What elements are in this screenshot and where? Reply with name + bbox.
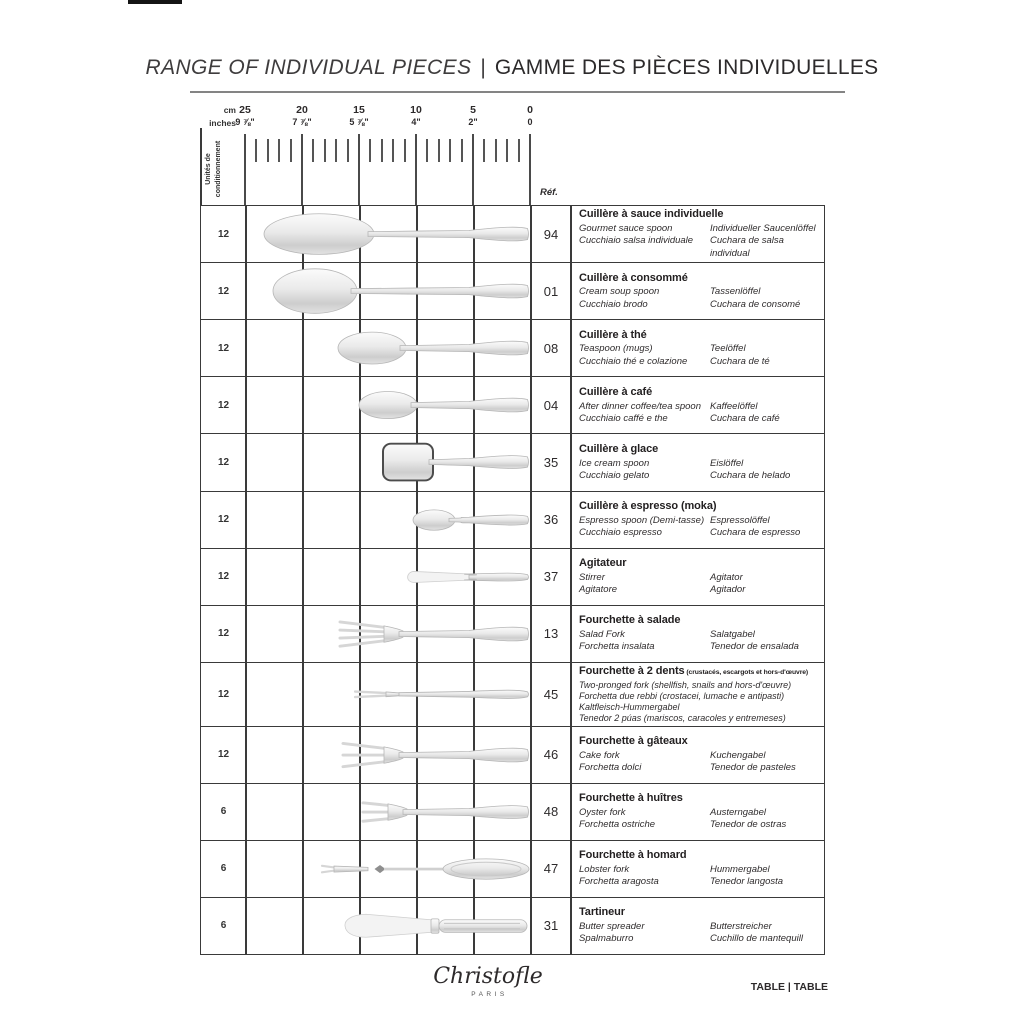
ruler-minor-tick (461, 139, 463, 162)
ruler-cm-tick-label: 25 (239, 104, 251, 116)
ref-cell (531, 434, 571, 490)
units-cell (201, 320, 246, 376)
item-translation-line: Kaltfleisch-Hummergabel (579, 701, 680, 712)
item-translation-line: Spalmaburro (579, 933, 634, 945)
units-value: 6 (220, 806, 227, 818)
units-header-line1: Unités de (205, 153, 212, 185)
ruler-minor-tick (404, 139, 406, 162)
description-cell (571, 841, 824, 897)
page-title-separator: | (480, 56, 486, 79)
footer-section-label: TABLE | TABLE (750, 981, 828, 993)
item-translation-line: Oyster fork (579, 806, 626, 818)
item-translation-line: Cucchiaio thé e colazione (579, 355, 688, 367)
ruler-inch-tick-label: 0 (527, 117, 533, 127)
ref-cell (531, 727, 571, 783)
brand-logo (408, 964, 568, 998)
units-value: 12 (217, 342, 230, 354)
table-row (201, 784, 824, 841)
item-translation-line: Butterstreicher (710, 921, 772, 933)
ruler-major-tick (244, 134, 246, 205)
item-translation-line: Salatgabel (710, 629, 755, 641)
description-cell (571, 492, 824, 548)
item-name-fr-text: Cuillère à thé (579, 328, 647, 341)
ruler-minor-tick (369, 139, 371, 162)
item-translations (579, 515, 820, 539)
pieces-table (200, 205, 825, 955)
ref-value: 04 (543, 397, 559, 413)
item-name-fr (579, 849, 820, 863)
table-row (201, 263, 824, 320)
units-value: 6 (220, 920, 227, 932)
item-translation-line: Gourmet sauce spoon (579, 223, 673, 235)
ruler-inch-tick-label: 2" (468, 117, 478, 127)
item-translation-line: Cucchiaio caffé e the (579, 412, 668, 424)
units-value: 6 (220, 863, 227, 875)
item-translation-line: Cucchiaio espresso (579, 526, 662, 538)
item-name-fr-text: Fourchette à 2 dents (579, 664, 685, 677)
item-name-fr (579, 614, 820, 628)
item-name-fr-text: Agitateur (579, 557, 627, 570)
table-row (201, 492, 824, 549)
item-translation-line: Cuchara de café (710, 412, 780, 424)
units-cell (201, 549, 246, 605)
description-cell (571, 434, 824, 490)
stirrer (246, 549, 531, 605)
units-per-pack-header (204, 131, 244, 207)
item-translations (579, 629, 820, 653)
units-value: 12 (217, 285, 230, 297)
ruler-minor-tick (290, 139, 292, 162)
units-value: 12 (217, 688, 230, 700)
crop-mark (128, 0, 182, 4)
item-translation-line: Cuchara de helado (710, 469, 791, 481)
item-name-fr (579, 208, 820, 222)
ref-value: 08 (543, 340, 559, 356)
item-name-fr (579, 735, 820, 749)
ruler-minor-tick (267, 139, 269, 162)
item-translation-line: Tenedor de pasteles (710, 761, 796, 773)
description-cell (571, 898, 824, 954)
ref-cell (531, 320, 571, 376)
description-cell (571, 549, 824, 605)
description-cell (571, 606, 824, 662)
table-row (201, 320, 824, 377)
table-row (201, 377, 824, 434)
item-name-fr-text: Fourchette à salade (579, 614, 681, 627)
item-translation-line: Espressolöffel (710, 514, 770, 526)
units-cell (201, 784, 246, 840)
item-translation-line: Cuchara de espresso (710, 526, 801, 538)
ref-value: 37 (543, 569, 559, 585)
item-translation-line: Agitator (710, 571, 743, 583)
ruler-major-tick (415, 134, 417, 205)
item-translation-line: Kuchengabel (710, 749, 766, 761)
units-cell (201, 263, 246, 319)
ref-cell (531, 549, 571, 605)
item-translation-line: Forchetta due rebbi (crostacei, lumache e antipasti) (579, 690, 785, 701)
lobster-fork (246, 841, 531, 897)
item-translation-line: Tenedor de ensalada (710, 641, 799, 653)
ruler-inch-tick-label: 5 ⅞" (349, 117, 369, 127)
item-translation-line: Teelöffel (710, 343, 746, 355)
cream-soup-spoon (246, 263, 531, 319)
item-name-fr-text: Cuillère à espresso (moka) (579, 500, 717, 513)
ruler-minor-tick (381, 139, 383, 162)
ruler-minor-tick (347, 139, 349, 162)
item-translation-line: Stirrer (579, 571, 605, 583)
table-row (201, 549, 824, 606)
item-translations (579, 750, 820, 774)
description-cell (571, 377, 824, 433)
ref-cell (531, 784, 571, 840)
item-name-fr-text: Fourchette à gâteaux (579, 735, 688, 748)
item-translation-line: Cake fork (579, 749, 620, 761)
table-row (201, 663, 824, 727)
ruler-minor-tick (335, 139, 337, 162)
item-translation-line: Butter spreader (579, 921, 645, 933)
table-row (201, 206, 824, 263)
item-translation-line: Cream soup spoon (579, 286, 660, 298)
units-cell (201, 606, 246, 662)
item-translations (579, 401, 820, 425)
ruler-minor-tick (438, 139, 440, 162)
item-translations (579, 680, 820, 724)
item-name-fr (579, 500, 820, 514)
description-cell (571, 320, 824, 376)
ruler-minor-tick (324, 139, 326, 162)
item-translations (579, 864, 820, 888)
ruler-minor-tick (506, 139, 508, 162)
item-name-fr-text: Cuillère à sauce individuelle (579, 208, 724, 221)
units-cell (201, 434, 246, 490)
ruler-major-tick (301, 134, 303, 205)
ref-value: 35 (543, 454, 559, 470)
table-left-border-extension (200, 128, 202, 205)
ref-cell (531, 841, 571, 897)
item-translation-line: Tenedor langosta (710, 876, 784, 888)
ref-value: 47 (543, 861, 559, 877)
item-name-fr-text: Fourchette à homard (579, 849, 687, 862)
item-translation-line: Eislöffel (710, 457, 744, 469)
cake-fork (246, 727, 531, 783)
ref-value: 46 (543, 747, 559, 763)
ruler-inch-tick-label: 9 ⅞" (235, 117, 255, 127)
item-name-fr-text: Cuillère à café (579, 385, 653, 398)
units-value: 12 (217, 749, 230, 761)
ruler-unit-cm: cm (223, 105, 236, 115)
units-value: 12 (217, 228, 230, 240)
item-translation-line: After dinner coffee/tea spoon (579, 400, 701, 412)
ruler-inch-tick-label: 7 ⅞" (292, 117, 312, 127)
ruler-cm-tick-label: 0 (527, 104, 533, 116)
item-name-fr-text: Fourchette à huîtres (579, 792, 683, 805)
item-translations (579, 807, 820, 831)
ruler-inch-tick-label: 4" (411, 117, 421, 127)
item-name-fr (579, 329, 820, 343)
item-name-fr-text: Tartineur (579, 906, 625, 919)
item-name-fr-text: Cuillère à glace (579, 442, 659, 455)
units-cell (201, 841, 246, 897)
item-name-fr (579, 443, 820, 457)
ruler-minor-tick (483, 139, 485, 162)
item-translations (579, 458, 820, 482)
item-translation-line: Agitador (710, 584, 746, 596)
units-value: 12 (217, 628, 230, 640)
ruler-unit-inches: inches (209, 118, 236, 128)
ruler-major-tick (358, 134, 360, 205)
ref-cell (531, 898, 571, 954)
item-translation-line: Cucchiaio salsa individuale (579, 235, 694, 247)
title-underline (190, 91, 845, 93)
item-translation-line: Agitatore (579, 584, 618, 596)
ref-value: 94 (543, 226, 559, 242)
oyster-fork (246, 784, 531, 840)
item-translation-line: Cuchillo de mantequill (710, 933, 803, 945)
butter-spreader (246, 898, 531, 954)
units-cell (201, 663, 246, 726)
description-cell (571, 263, 824, 319)
coffee-spoon (246, 377, 531, 433)
description-cell (571, 727, 824, 783)
item-translation-line: Austerngabel (710, 806, 766, 818)
item-translation-line: Cuchara de consomé (710, 298, 801, 310)
item-translation-line: Cuchara de té (710, 355, 770, 367)
item-translation-line: Tenedor 2 púas (mariscos, caracoles y entremeses) (579, 712, 786, 723)
item-name-fr (579, 665, 820, 679)
two-pronged-fork (246, 663, 531, 726)
table-row (201, 898, 824, 954)
ruler (200, 104, 832, 205)
item-translations (579, 286, 820, 310)
item-translation-line: Forchetta ostriche (579, 819, 656, 831)
item-translations (579, 572, 820, 596)
brand-city: PARIS (471, 991, 508, 998)
description-cell (571, 663, 824, 726)
item-name-fr (579, 557, 820, 571)
item-translation-line: Salad Fork (579, 629, 625, 641)
table-row (201, 841, 824, 898)
item-translation-line: Cucchiaio gelato (579, 469, 650, 481)
item-translation-line: Forchetta dolci (579, 761, 642, 773)
item-name-fr (579, 792, 820, 806)
item-translation-line: Lobster fork (579, 863, 630, 875)
ruler-minor-tick (312, 139, 314, 162)
table-row (201, 434, 824, 491)
ice-cream-spoon (246, 434, 531, 490)
item-translation-line: Kaffeelöffel (710, 400, 758, 412)
description-cell (571, 206, 824, 262)
item-translation-line: Cucchiaio brodo (579, 298, 648, 310)
gourmet-sauce-spoon (246, 206, 531, 262)
item-translation-line: Forchetta aragosta (579, 876, 659, 888)
description-cell (571, 784, 824, 840)
ref-column-label: Réf. (540, 187, 558, 198)
ref-value: 45 (543, 686, 559, 702)
units-cell (201, 898, 246, 954)
ref-value: 48 (543, 804, 559, 820)
ruler-cm-tick-label: 5 (470, 104, 476, 116)
item-translations (579, 223, 820, 259)
ref-cell (531, 492, 571, 548)
units-value: 12 (217, 571, 230, 583)
ruler-major-tick (529, 134, 531, 205)
ruler-cm-tick-label: 20 (296, 104, 308, 116)
page-title-english: RANGE OF INDIVIDUAL PIECES (145, 56, 472, 79)
units-cell (201, 492, 246, 548)
item-translation-line: Cuchara de salsa individual (710, 235, 784, 259)
ref-cell (531, 377, 571, 433)
item-translation-line: Ice cream spoon (579, 457, 650, 469)
item-name-fr-suffix: (crustacés, escargots et hors-d'œuvre) (684, 668, 809, 676)
item-name-fr (579, 386, 820, 400)
ruler-minor-tick (426, 139, 428, 162)
item-translation-line: Forchetta insalata (579, 641, 655, 653)
ruler-minor-tick (392, 139, 394, 162)
table-row (201, 727, 824, 784)
item-translation-line: Individueller Saucenlöffel (710, 223, 816, 235)
ref-cell (531, 263, 571, 319)
units-header-line2: conditionnement (215, 140, 223, 198)
ruler-minor-tick (518, 139, 520, 162)
ref-cell (531, 606, 571, 662)
units-value: 12 (217, 514, 230, 526)
ref-value: 13 (543, 626, 559, 642)
item-translation-line: Hummergabel (710, 863, 770, 875)
ruler-minor-tick (278, 139, 280, 162)
ruler-major-tick (472, 134, 474, 205)
ruler-minor-tick (495, 139, 497, 162)
item-name-fr (579, 272, 820, 286)
ruler-cm-tick-label: 10 (410, 104, 422, 116)
table-row (201, 606, 824, 663)
units-cell (201, 727, 246, 783)
ref-value: 01 (543, 283, 559, 299)
espresso-spoon (246, 492, 531, 548)
ref-value: 36 (543, 512, 559, 528)
units-cell (201, 377, 246, 433)
page-title (0, 56, 1024, 80)
item-translations (579, 921, 820, 945)
ruler-minor-tick (449, 139, 451, 162)
units-cell (201, 206, 246, 262)
item-translation-line: Tassenlöffel (710, 286, 761, 298)
brand-name: Christofle (433, 964, 543, 989)
page-title-french: GAMME DES PIÈCES INDIVIDUELLES (494, 56, 879, 79)
item-translations (579, 343, 820, 367)
item-translation-line: Two-pronged fork (shellfish, snails and hors-d'œuvre) (579, 679, 792, 690)
ref-cell (531, 663, 571, 726)
item-translation-line: Tenedor de ostras (710, 819, 787, 831)
item-name-fr-text: Cuillère à consommé (579, 271, 688, 284)
teaspoon (246, 320, 531, 376)
item-name-fr (579, 906, 820, 920)
item-translation-line: Teaspoon (mugs) (579, 343, 653, 355)
ruler-minor-tick (255, 139, 257, 162)
salad-fork (246, 606, 531, 662)
ruler-cm-tick-label: 15 (353, 104, 365, 116)
ref-cell (531, 206, 571, 262)
units-value: 12 (217, 456, 230, 468)
units-value: 12 (217, 399, 230, 411)
item-translation-line: Espresso spoon (Demi-tasse) (579, 514, 705, 526)
ref-value: 31 (543, 918, 559, 934)
